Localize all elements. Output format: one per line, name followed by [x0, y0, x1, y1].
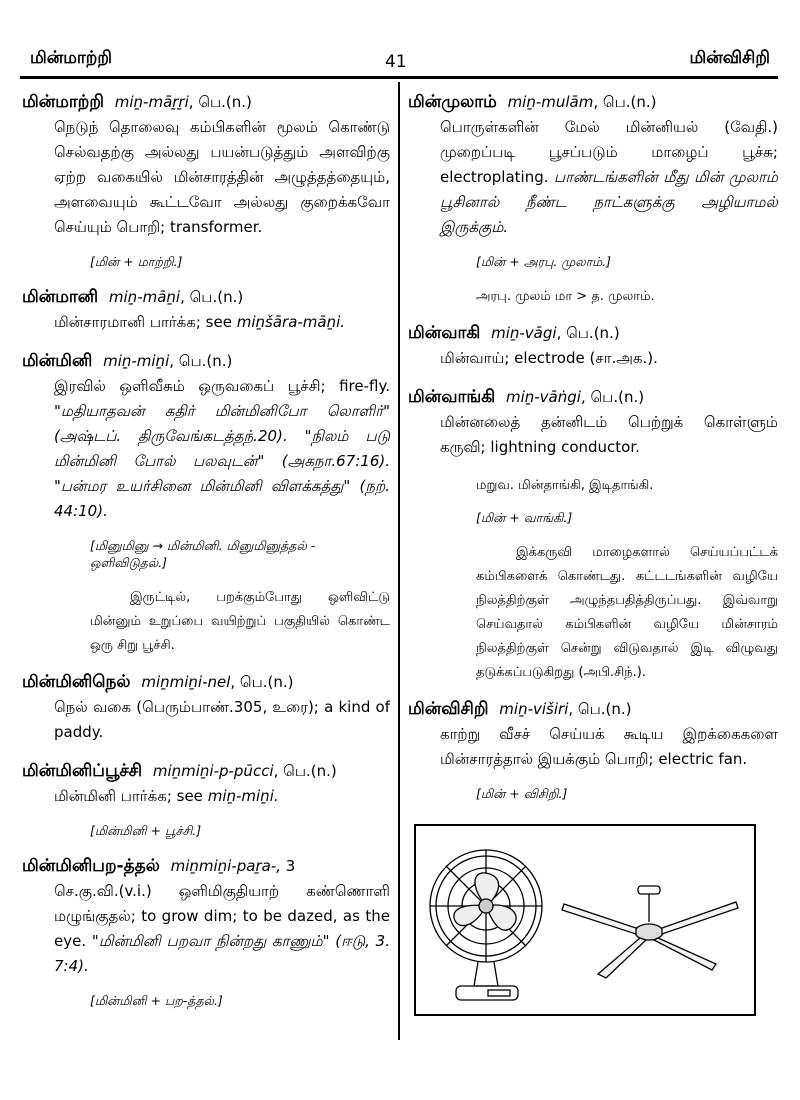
transliteration: miṉ-mulām: [507, 93, 594, 111]
etymology: [மின் + மாற்றி.]: [90, 254, 183, 269]
entry-minmani: [22, 285, 390, 335]
table-fan-illustration: [430, 850, 542, 1000]
part-of-speech: , பெ.(n.): [188, 93, 252, 111]
fan-illustration-box: [414, 824, 756, 1016]
transliteration: miṉ-vāṅgi: [505, 388, 581, 406]
definition: [22, 374, 390, 524]
headword: மின்விசிறி: [408, 699, 489, 719]
transliteration: miṉ-māṉi: [108, 288, 181, 306]
transliteration: miṉ-miṉi: [103, 352, 170, 370]
definition: [22, 310, 390, 335]
example: பாண்டங்களின் மீது மின் முலாம் பூசினால் நீண்ட நாட்களுக்கு அழியாமல் இருக்கும்.: [440, 168, 778, 236]
headword: மின்மினிப்பூச்சி: [22, 761, 143, 781]
part-of-speech: , பெ.(n.): [580, 388, 645, 406]
part-of-speech: , பெ.(n.): [169, 352, 233, 370]
header-rule: [20, 76, 778, 79]
right-column: [408, 90, 778, 817]
column-divider: [398, 82, 400, 1040]
header-left-word: மின்மாற்றி: [30, 48, 112, 68]
entry-minminipara: [22, 854, 390, 979]
quotation: "மதியாதவன் கதிர் மின்மினிபோ லொளிர்" (அஷ்டப். திருவேங்கடத்தந்.20). "நிலம் படு மின்மினி போல் பலவுடன்" (அகநா.67:16). "பன்மர உயர்சினை மின்மினி விளக்கத்து" (நற். 44:10).: [54, 402, 390, 520]
entry-minmulam: [408, 90, 778, 240]
headword: மின்வாகி: [408, 323, 481, 343]
note: அரபு. முலம் மா > த. முலாம்.: [476, 289, 655, 304]
transliteration: miṉ-vāgi: [491, 324, 557, 342]
page-header: [22, 42, 778, 72]
page-number: 41: [385, 52, 407, 72]
definition: [408, 115, 778, 240]
etymology: [மின் + வாங்கி.]: [476, 510, 573, 525]
entry-minmini: [22, 349, 390, 524]
etymology: [மினுமினு → மின்மினி. மினுமினுத்தல் - ஒளிவிடுதல்.]: [90, 538, 316, 570]
note: இருட்டில், பறக்கும்போது ஒளிவிட்டு மின்னும் உறுப்பை வயிற்றுப் பகுதியில் கொண்ட ஒரு சிறு பூச்சி.: [90, 590, 390, 653]
etymology: [மின்மினி + பூச்சி.]: [90, 823, 202, 838]
transliteration: miṉmiṉi-nel: [141, 673, 231, 691]
definition: மின்னலைத் தன்னிடம் பெற்றுக் கொள்ளும் கருவி; lightning conductor.: [440, 413, 778, 456]
definition-text: பொருள்களின் மேல் மின்னியல் (வேதி.) முறைப்படி பூசப்படும் மாழைப் பூச்சு; electroplating.: [440, 118, 778, 186]
entry-minvagi: [408, 321, 778, 371]
verb-class: 3: [281, 857, 296, 875]
note: இக்கருவி மாழைகளால் செய்யப்பட்டக் கம்பிகளைக் கொண்டது. கட்டடங்களின் வழியே நிலத்திற்குள் அழுந்தபதித்திருப்பது. இவ்வாறு செய்வதால் கம்பிகளின் வழியே மின்சாரம் நிலத்திற்குள் சென்று விடுவதால் இடி விழுவது தடுக்கப்படுகிறது (அபி.சிந்.).: [476, 545, 778, 680]
definition: மின்வாய்; electrode (சா.அக.).: [440, 349, 658, 367]
quotation: "மின்மினி பறவா நின்றது காணும்" (ஈடு, 3. 7:4).: [54, 932, 390, 975]
entry-minmininel: [22, 670, 390, 745]
entry-minminippucci: [22, 759, 390, 809]
part-of-speech: , பெ.(n.): [556, 324, 620, 342]
part-of-speech: , பெ.(n.): [593, 93, 657, 111]
headword: மின்மினிபற-த்தல்: [22, 856, 160, 876]
definition: [22, 879, 390, 979]
transliteration: miṉmiṉi-paṟa-,: [170, 857, 282, 875]
etymology: [மின்மினி + பற-த்தல்.]: [90, 993, 223, 1008]
headword: மின்மானி: [22, 287, 99, 307]
etymology: [மின் + விசிறி.]: [476, 786, 568, 801]
entry-minmatri: [22, 90, 390, 240]
transliteration: miṉ-viširi: [499, 700, 569, 718]
headword: மின்மாற்றி: [22, 92, 104, 112]
synonyms-note: மறுவ. மின்தாங்கி, இடிதாங்கி.: [476, 478, 654, 493]
header-right-word: மின்விசிறி: [689, 48, 770, 68]
transliteration: miṉmiṉi-p-pūcci: [152, 762, 274, 780]
see-reference: miṉ-miṉi.: [207, 787, 279, 805]
definition: காற்று வீசச் செய்யக் கூடிய இறக்கைகளை மின்சாரத்தால் இயக்கும் பொறி; electric fan.: [440, 725, 778, 768]
entry-minvisiri: [408, 697, 778, 772]
definition-text: மின்சாரமானி பார்க்க; see: [54, 313, 232, 331]
part-of-speech: , பெ.(n.): [230, 673, 294, 691]
headword: மின்முலாம்: [408, 92, 497, 112]
definition: நெல் வகை (பெரும்பாண்.305, உரை); a kind of paddy.: [54, 698, 390, 741]
definition: நெடுந் தொலைவு கம்பிகளின் மூலம் கொண்டு செல்வதற்கு அல்லது பயன்படுத்தும் அளவிற்கு ஏற்ற வகையில் மின்சாரத்தின் அழுத்தத்தையும், அளவையும் கூட்டவோ அல்லது குறைக்கவோ செய்யும் பொறி; transformer.: [54, 118, 390, 236]
fan-illustration: [416, 826, 754, 1014]
ceiling-fan-illustration: [562, 886, 738, 978]
headword: மின்மினிநெல்: [22, 672, 131, 692]
part-of-speech: , பெ.(n.): [568, 700, 632, 718]
definition: [22, 784, 390, 809]
part-of-speech: , பெ.(n.): [273, 762, 337, 780]
see-reference: miṉšāra-māṉi.: [236, 313, 346, 331]
part-of-speech: , பெ.(n.): [180, 288, 244, 306]
definition-text: இரவில் ஒளிவீசும் ஒருவகைப் பூச்சி; fire-fly.: [54, 377, 390, 395]
definition-text: செ.கு.வி.(v.i.) ஒளிமிகுதியாற் கண்ணொளி மழுங்குதல்; to grow dim; to be dazed, as the eye.: [54, 882, 390, 950]
transliteration: miṉ-māṟṟi: [114, 93, 189, 111]
entry-minvangi: [408, 385, 778, 460]
etymology: [மின் + அரபு. முலாம்.]: [476, 254, 612, 269]
definition-text: மின்மினி பார்க்க; see: [54, 787, 203, 805]
left-column: [22, 90, 390, 1024]
headword: மின்மினி: [22, 351, 93, 371]
headword: மின்வாங்கி: [408, 387, 496, 407]
